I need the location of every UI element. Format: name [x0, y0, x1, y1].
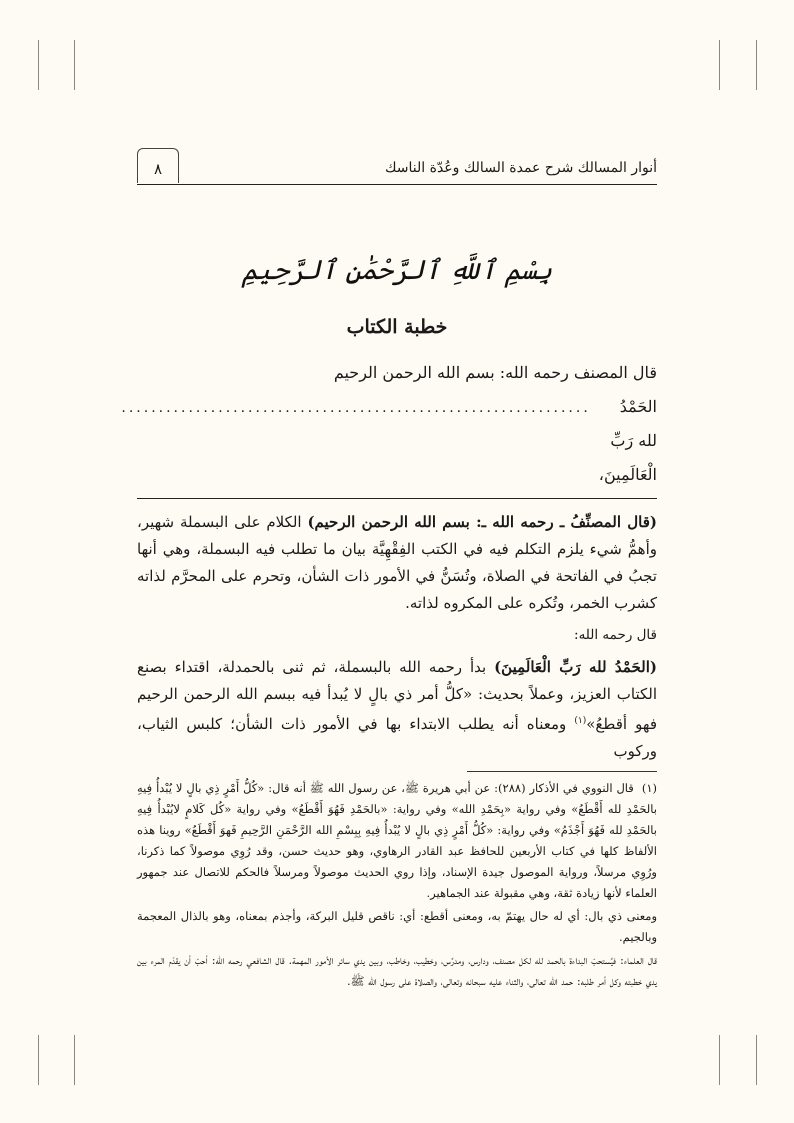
crop-mark [38, 1035, 39, 1085]
quoted-matn: (قال المصنِّفُ ـ رحمه الله ـ: بسم الله الرحمن الرحيم) [307, 513, 657, 531]
quoted-matn: (الحَمْدُ لله رَبِّ الْعَالَمِينَ) [494, 658, 657, 676]
header-title: أنوار المسالك شرح عمدة السالك وعُدّة الناسك [384, 160, 657, 176]
matn-text [121, 356, 657, 492]
footnote-reference[interactable]: (١) [574, 716, 587, 726]
commentary-text: الكلام على البسملة شهير، وأهمُّ شيء يلزم التكلم فيه في الكتب الفِقْهِيَّة بيان ما تطلب فيه البسملة، وهي أنها تجبُ في الفاتحة في الصلاة، وتُسَنُّ في الأمور ذات الشأن، وتحرم على المحرَّم لذاته كشرب الخمر، وتُكره على المكروه لذاته. [137, 513, 657, 612]
commentary-paragraph-3 [137, 654, 657, 765]
running-header [137, 148, 657, 185]
commentary-text: ومعناه أنه يطلب الابتداء بها في الأمور ذات الشأن؛ كلبس الثياب، وركوب [137, 715, 657, 760]
commentary-paragraph-1 [137, 509, 657, 617]
book-page [121, 148, 657, 994]
crop-mark [719, 1035, 720, 1085]
matn-dots: ............................................................... [121, 400, 591, 416]
matn-divider [137, 498, 657, 499]
matn-line-1: قال المصنف رحمه الله: بسم الله الرحمن الرحيم [333, 363, 657, 382]
commentary [137, 509, 657, 765]
crop-mark [756, 40, 757, 90]
page-number: ٨ [137, 148, 179, 183]
footnote-marker: (١) [641, 781, 657, 795]
crop-mark [38, 40, 39, 90]
basmala: بِسْمِ ٱللَّهِ ٱلرَّحْمَٰنِ ٱلرَّحِيمِ [241, 255, 553, 286]
footnote-1 [137, 778, 657, 904]
crop-mark [756, 1035, 757, 1085]
section-title: خطبة الكتاب [346, 316, 448, 338]
crop-mark [74, 1035, 75, 1085]
matn-line-2 [121, 390, 657, 492]
commentary-paragraph-2: قال رحمه الله: [574, 627, 657, 643]
crop-mark [74, 40, 75, 90]
commentary-text: بدأ رحمه الله بالبسملة، ثم ثنى بالحمدلة، اقتداء بصنع الكتاب العزيز، وعملاً بحديث: «كلُّ أمر ذي بالٍ لا يُبدأ فيه ببسم الله الرحمن الرحيم فهو أقطعُ» [137, 658, 657, 733]
footnote-rule [467, 771, 657, 772]
footnote-1-continued: قال العلماء: فيُستحبّ البداءة بالحمد لله لكل مصنف، ودارس، ومدرِّس، وخطيب، وخاطب، وبين يدي سائر الأمور المهمة. قال الشافعي رحمه الله: أحبّ أن يقدّم المرء بين يدي خطبته وكل أمر طلبه: حمد الله تعالى، والثناء عليه سبحانه وتعالى، والصلاة على رسول الله ﷺ. [137, 953, 657, 988]
footnote-1-continued: ومعنى ذي بال: أي له حال يهتمّ به، ومعنى أقطع: أي: ناقص قليل البركة، وأجذم بمعناه، وهو بالذال المعجمة وبالجيم. [137, 909, 657, 944]
footnote-text: قال النووي في الأذكار (٢٨٨): عن أبي هريرة ﷺ، عن رسول الله ﷺ أنه قال: «كُلُّ أَمْرٍ ذِي بالٍ لا يُبْدأُ فِيهِ بالحَمْدِ لله أَقْطَعُ» وفي رواية «بِحَمْدِ الله» وفي رواية: «بالحَمْدِ فَهُوَ أَقْطَعُ» وفي رواية «كُل كَلامٍ لايُبْدأُ فِيهِ بالحَمْدِ لله فَهُوَ أَجْذَمُ» وفي رواية: «كُلُّ أَمْرٍ ذِي بالٍ لا يُبْدأُ فِيهِ بِبِسْمِ الله الرَّحْمَنِ الرَّحِيمِ فَهوَ أَقْطَعُ» روينا هذه الألفاظ كلها في كتاب الأربعين للحافظ عبد القادر الرهاوي، وهو حديث حسن، وقد رُوِي موصولاً كما ذكرنا، ورُوِي مرسلاً، ورواية الموصول جيدة الإسناد، وإذا روي الحديث موصولاً ومرسلاً فالحكم للاتصال عند جمهور العلماء لأنها زيادة ثقة، وهي مقبولة عند الجماهير. [137, 781, 657, 900]
crop-mark [719, 40, 720, 90]
footnotes [137, 778, 657, 992]
matn-line-2-text: الحَمْدُ لله رَبِّ الْعَالَمِينَ، [598, 397, 657, 484]
